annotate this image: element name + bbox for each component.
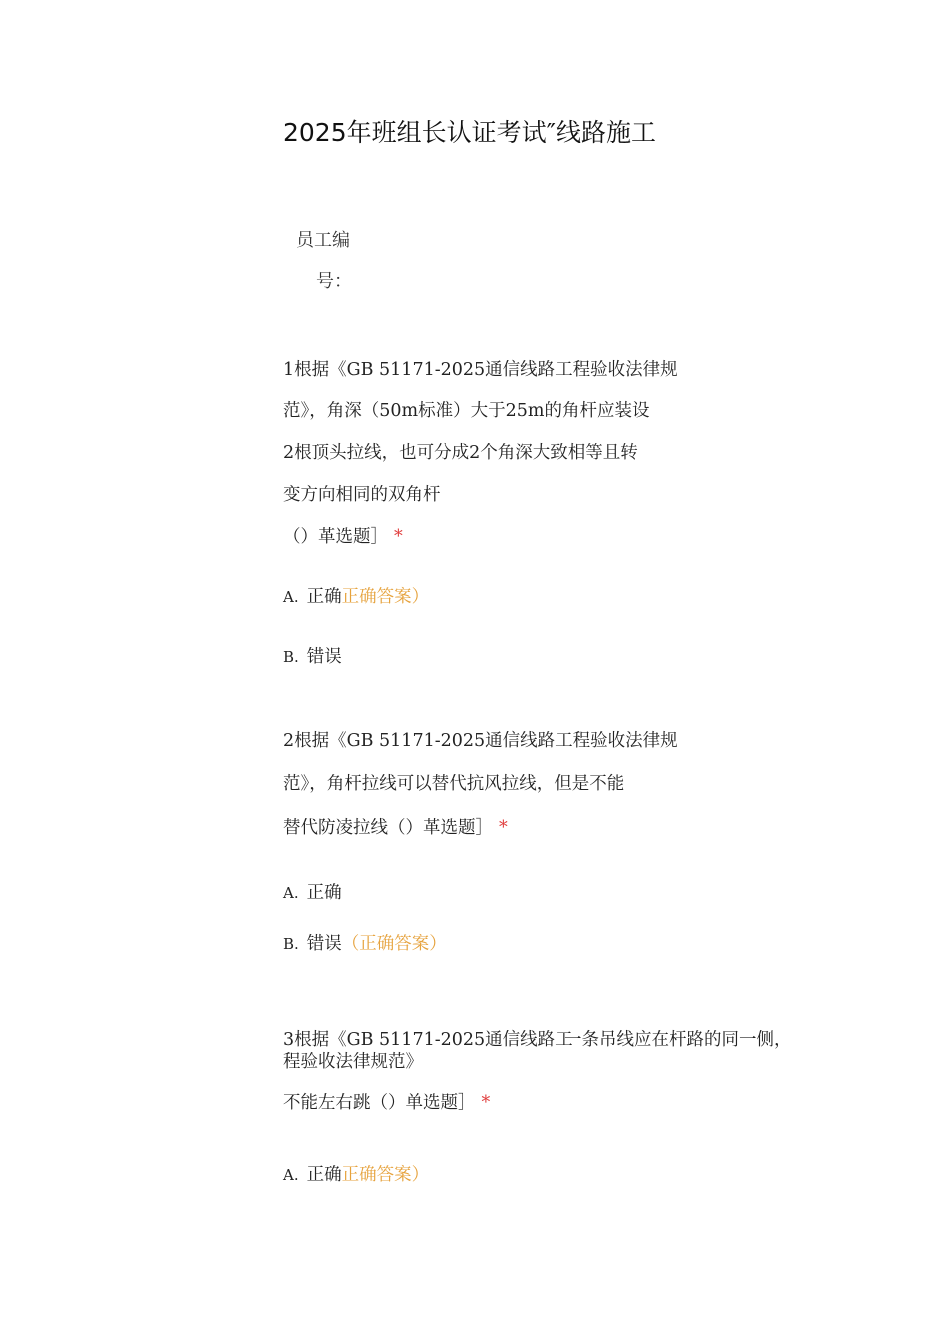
option-b[interactable] bbox=[283, 930, 447, 955]
correct-answer-tag: （正确答案） bbox=[341, 934, 447, 954]
correct-answer-tag: 正确答案） bbox=[341, 1165, 430, 1185]
option-text: 正确 bbox=[306, 883, 342, 903]
question-text-line: 范》，角深（50m标准）大于25m的角杆应装设 bbox=[283, 401, 650, 421]
option-letter: B. bbox=[283, 648, 299, 666]
option-letter: A. bbox=[283, 884, 299, 902]
question-text-line: 2根顶头拉线，也可分成2个角深大致相等且转 bbox=[283, 443, 638, 463]
option-a[interactable] bbox=[283, 583, 429, 608]
option-letter: A. bbox=[283, 588, 299, 606]
option-letter: A. bbox=[283, 1166, 299, 1184]
option-text: 错误 bbox=[306, 934, 342, 954]
option-a[interactable] bbox=[283, 1161, 429, 1186]
employee-id-label-cont: 号： bbox=[316, 271, 352, 292]
option-text: 正确 bbox=[306, 1165, 342, 1185]
question-type-line: （）革选题］ * bbox=[283, 527, 403, 547]
option-b[interactable] bbox=[283, 643, 342, 668]
required-mark: * bbox=[481, 1093, 491, 1113]
required-mark: * bbox=[394, 527, 403, 547]
option-a[interactable] bbox=[283, 879, 342, 904]
question-text-line: 一条吊线应在杆路的同一侧， bbox=[564, 1030, 792, 1050]
correct-answer-tag: 正确答案） bbox=[341, 587, 430, 607]
required-mark: * bbox=[499, 818, 508, 838]
question-type-line: 替代防凌拉线（）革选题］ * bbox=[283, 818, 508, 838]
option-text: 正确 bbox=[306, 587, 342, 607]
question-text-line: 3根据《GB 51171-2025通信线路工 bbox=[283, 1030, 573, 1050]
question-text-line: 范》，角杆拉线可以替代抗风拉线，但是不能 bbox=[283, 774, 625, 794]
question-text-line: 1根据《GB 51171-2025通信线路工程验收法律规 bbox=[283, 360, 678, 380]
option-text: 错误 bbox=[306, 647, 342, 667]
option-letter: B. bbox=[283, 935, 299, 953]
question-text-line: 变方向相同的双角杆 bbox=[283, 485, 441, 505]
question-text-line: 2根据《GB 51171-2025通信线路工程验收法律规 bbox=[283, 731, 678, 751]
question-type-line: 不能左右跳（）单选题］ * bbox=[283, 1093, 491, 1113]
employee-id-label: 员工编 bbox=[296, 230, 350, 251]
page-title: 2025年班组长认证考试″线路施工 bbox=[283, 118, 656, 147]
question-text-line: 程验收法律规范》 bbox=[283, 1052, 423, 1072]
